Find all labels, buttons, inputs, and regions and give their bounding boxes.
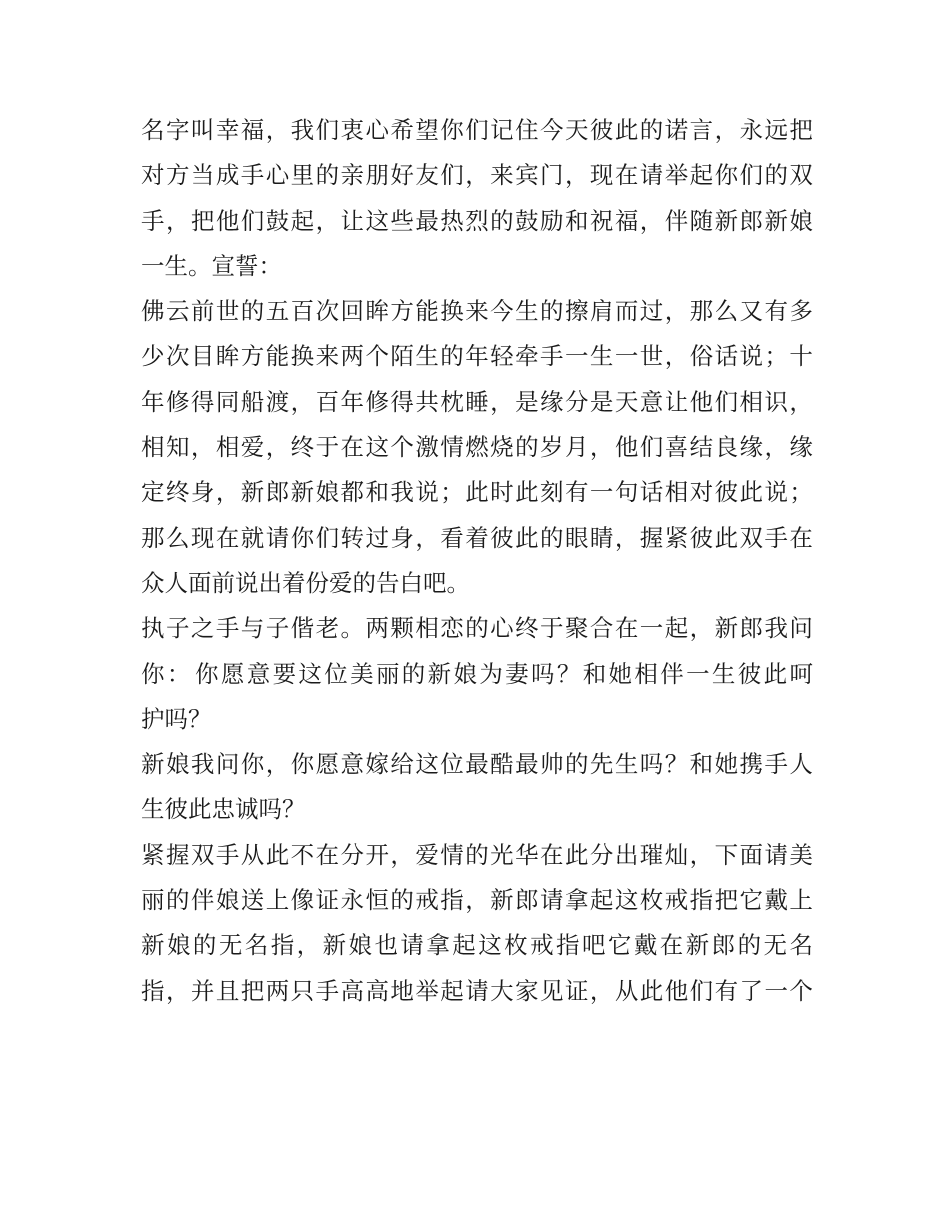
- text-line: 紧 握 双 手 从 此 不 在 分 开 ， 爱 情 的 光 华 在 此 分 出 璀 灿 ， 下 面 请 美: [141, 840, 813, 869]
- body-text: [141, 108, 813, 1014]
- text-line: 佛 云 前 世 的 五 百 次 回 眸 方 能 换 来 今 生 的 擦 肩 而 过 ， 那 么 又 有 多: [141, 297, 813, 326]
- text-line: 名 字 叫 幸 福 ， 我 们 衷 心 希 望 你 们 记 住 今 天 彼 此 的 诺 言 ， 永 远 把: [141, 116, 813, 144]
- text-line: 手 ， 把 他 们 鼓 起 ， 让 这 些 最 热 烈 的 鼓 励 和 祝 福 ， 伴 随 新 郎 新 娘: [141, 206, 813, 235]
- text-line: 年 修 得 同 船 渡 ， 百 年 修 得 共 枕 睡 ， 是 缘 分 是 天 意 让 他 们 相 识 ，: [141, 387, 813, 416]
- text-line: 相 知 ， 相 爱 ， 终 于 在 这 个 激 情 燃 烧 的 岁 月 ， 他 们 喜 结 良 缘 ， 缘: [141, 433, 813, 462]
- text-line: 丽 的 伴 娘 送 上 像 证 永 恒 的 戒 指 ， 新 郎 请 拿 起 这 枚 戒 指 把 它 戴 上: [141, 886, 813, 915]
- text-line: 生彼此忠诚吗？: [141, 795, 306, 824]
- text-line: 护吗？: [141, 704, 212, 733]
- text-line: 指 ， 并 且 把 两 只 手 高 高 地 举 起 请 大 家 见 证 ， 从 此 他 们 有 了 一 个: [141, 976, 813, 1005]
- text-line: 执 子 之 手 与 子 偕 老 。 两 颗 相 恋 的 心 终 于 聚 合 在 一 起 ， 新 郎 我 问: [141, 614, 813, 643]
- text-line: 新 娘 我 问 你 ， 你 愿 意 嫁 给 这 位 最 酷 最 帅 的 先 生 吗 ？ 和 她 携 手 人: [141, 750, 813, 779]
- text-line: 你 ： 你 愿 意 要 这 位 美 丽 的 新 娘 为 妻 吗 ？ 和 她 相 伴 一 生 彼 此 呵: [141, 659, 813, 688]
- text-line: 那 么 现 在 就 请 你 们 转 过 身 ， 看 着 彼 此 的 眼 睛 ， 握 紧 彼 此 双 手 在: [141, 523, 813, 552]
- text-line: 对 方 当 成 手 心 里 的 亲 朋 好 友 们 ， 来 宾 门 ， 现 在 请 举 起 你 们 的 双: [141, 161, 813, 190]
- text-line: 众人面前说出着份爱的告白吧。: [141, 568, 470, 597]
- text-line: 一生。宣誓：: [141, 251, 282, 280]
- text-line: 少 次 目 眸 方 能 换 来 两 个 陌 生 的 年 轻 牵 手 一 生 一 世 ， 俗 话 说 ； 十: [141, 342, 813, 371]
- text-line: 新 娘 的 无 名 指 ， 新 娘 也 请 拿 起 这 枚 戒 指 吧 它 戴 在 新 郎 的 无 名: [141, 931, 813, 960]
- text-line: 定 终 身 ， 新 郎 新 娘 都 和 我 说 ； 此 时 此 刻 有 一 句 话 相 对 彼 此 说 ；: [141, 478, 813, 507]
